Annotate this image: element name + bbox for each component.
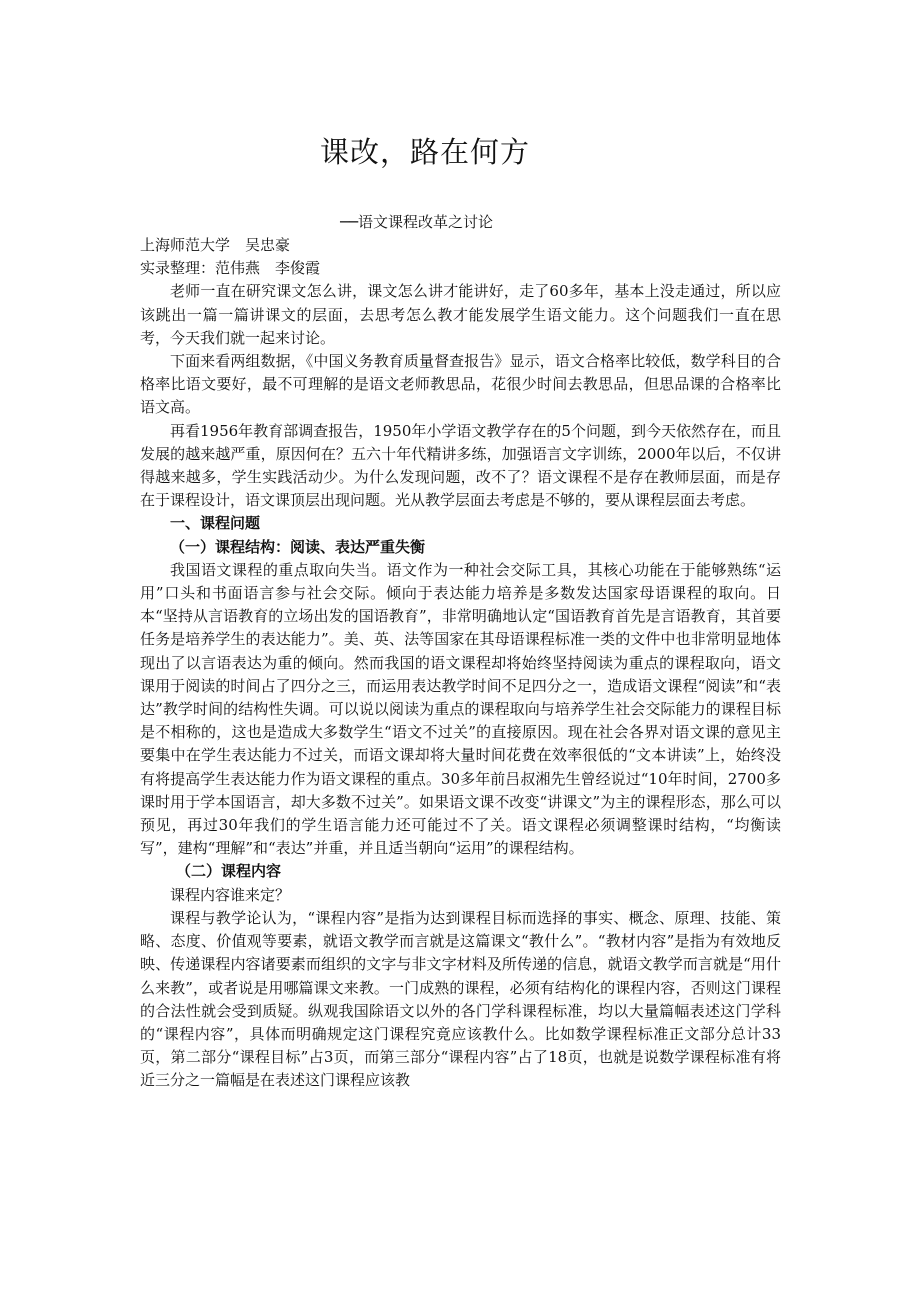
structure-paragraph: 我国语文课程的重点取向失当。语文作为一种社会交际工具，其核心功能在于能够熟练“运用”口头和书面语言参与社会交际。倾向于表达能力培养是多数发达国家母语课程的取向。日本“坚持从言语教育的立场出发的国语教育”，非常明确地认定“国语教育首先是言语教育，其首要任务是培养学生的表达能力”。美、英、法等国家在其母语课程标准一类的文件中也非常明显地体现出了以言语表达为重的倾向。然而我国的语文课程却将始终坚持阅读为重点的课程取向，语文课用于阅读的时间占了四分之三，而运用表达教学时间不足四分之一，造成语文课程“阅读”和“表达”教学时间的结构性失调。可以说以阅读为重点的课程取向与培养学生社会交际能力的课程目标是不相称的，这也是造成大多数学生“语文不过关”的直接原因。现在社会各界对语文课的意见主要集中在学生表达能力不过关，而语文课却将大量时间花费在效率很低的“文本讲读”上，始终没有将提高学生表达能力作为语文课程的重点。30多年前吕叔湘先生曾经说过“10年时间，2700多课时用于学本国语言，却大多数不过关”。如果语文课不改变“讲课文”为主的课程形态，那么可以预见，再过30年我们的学生语言能力还可能过不了关。语文课程必须调整课时结构，“均衡读写”，建构“理解”和“表达”并重，并且适当朝向“运用”的课程结构。 — [140, 560, 781, 858]
document-subtitle: ──语文课程改革之讨论 — [340, 213, 494, 231]
intro-paragraph-2: 下面来看两组数据，《中国义务教育质量督查报告》显示，语文合格率比较低，数学科目的合格率比语文要好，最不可理解的是语文老师教思品，花很少时间去教思品，但思品课的合格率比语文高。 — [140, 352, 781, 417]
intro-paragraph-1: 老师一直在研究课文怎么讲，课文怎么讲才能讲好，走了60多年，基本上没走通过，所以应该跳出一篇一篇讲课文的层面，去思考怎么教才能发展学生语文能力。这个问题我们一直在思考，今天我们就一起来讨论。 — [140, 282, 781, 347]
editor-line: 实录整理：范伟燕 李俊霞 — [140, 259, 321, 278]
subsection-heading-structure: （一）课程结构：阅读、表达严重失衡 — [170, 537, 426, 556]
subsection-heading-content: （二）课程内容 — [176, 862, 282, 881]
section-heading: 一、课程问题 — [170, 514, 261, 533]
intro-paragraph-3: 再看1956年教育部调查报告，1950年小学语文教学存在的5个问题，到今天依然存在，而且发展的越来越严重，原因何在？五六十年代精讲多练，加强语言文字训练，2000年以后，不仅讲得越来越多，学生实践活动少。为什么发现问题，改不了？语文课程不是存在教师层面，而是存在于课程设计，语文课顶层出现问题。光从教学层面去考虑是不够的，要从课程层面去考虑。 — [140, 421, 781, 510]
content-question: 课程内容谁来定？ — [170, 885, 291, 904]
document-body — [140, 234, 781, 1093]
content-paragraph: 课程与教学论认为，“课程内容”是指为达到课程目标而选择的事实、概念、原理、技能、策略、态度、价值观等要素，就语文教学而言就是这篇课文“教什么”。“教材内容”是指为有效地反映、传递课程内容诸要素而组织的文字与非文字材料及所传递的信息，就语文教学而言就是“用什么来教”，或者说是用哪篇课文来教。一门成熟的课程，必须有结构化的课程内容，否则这门课程的合法性就会受到质疑。纵观我国除语文以外的各门学科课程标准，均以大量篇幅表述这门学科的“课程内容”，具体而明确规定这门课程究竟应该教什么。比如数学课程标准正文部分总计33页，第二部分“课程目标”占3页，而第三部分“课程内容”占了18页，也就是说数学课程标准有将近三分之一篇幅是在表述这门课程应该教 — [140, 908, 781, 1090]
document-title: 课改，路在何方 — [319, 135, 530, 169]
author-line: 上海师范大学 吴忠豪 — [140, 236, 291, 254]
